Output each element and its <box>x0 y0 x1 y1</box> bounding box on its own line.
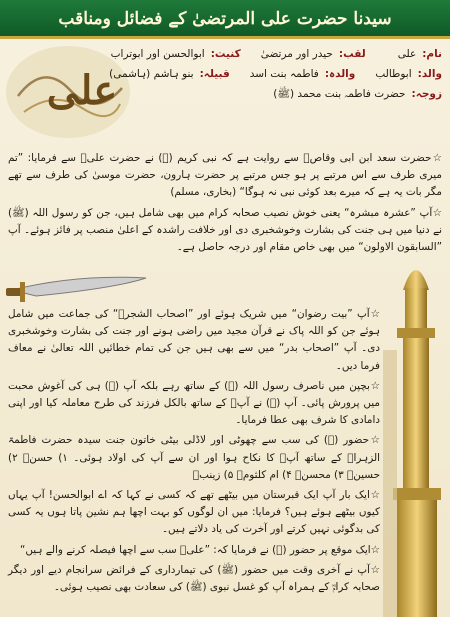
label-tribe: قبیلہ: <box>199 68 230 80</box>
paragraph-3: ☆آپ ”بیت رضوان“ میں شریک ہوئے اور ”اصحاب الشجرؓ“ کی جماعت میں شامل ہوئے جن کو اللہ پاک نے قرآن مجید میں راضی ہونے اور جنت کی بشارت وخوشخبری دی۔ آپ ”اصحاب بدر“ میں سے بھی ہیں جن کی تمام خطائیں اللہ تعالیٰ نے معاف فرما دیں۔ <box>8 308 380 372</box>
value-tribe: بنو ہاشم (ہاشمی) <box>109 68 194 80</box>
label-name: نام: <box>422 48 442 60</box>
paragraph-8: ☆آپ نے آخری وقت میں حضور (ﷺ) کی تیمارداری کے فرائض سرانجام دیے اور دیگر صحابہ کرامؓ کے ہمراہ آپ کو غسل نبوی (ﷺ) کی سعادت بھی نصیب ہوئی۔ <box>8 563 380 594</box>
info-row-3 <box>132 88 442 103</box>
paragraph-5: ☆حضور (ﷺ) کی سب سے چھوٹی اور لاڈلی بیٹی خاتون جنت سیدہ حضرت فاطمۃ الزہراؓ کے ساتھ آپؓ کا نکاح ہوا اور ان سے آپ کی اولاد ہوئی۔ ۱) حسنؓ ۲) حسینؓ ۳) محسنؓ ۴) ام کلثومؓ ۵) زینبؓ <box>8 434 380 481</box>
value-kunyat: ابوالحسن اور ابوتراب <box>110 48 205 60</box>
minaret-illustration <box>383 250 450 617</box>
info-panel <box>109 48 442 111</box>
label-laqab: لقب: <box>338 48 366 60</box>
calligraphy-text: علی <box>46 67 118 114</box>
title-banner <box>0 0 450 39</box>
label-spouse: زوجہ: <box>411 88 442 100</box>
paragraph-1: ☆حضرت سعد ابن ابی وقاصؓ سے روایت ہے کہ نبی کریم (ﷺ) نے حضرت علیؓ سے فرمایا: ”تم میری طرف سے اس مرتبے پر ہو جس مرتبے پر حضرت ہارون، حضرت موسیٰ کی طرف سے تھے مگر بات یہ ہے کہ میرے بعد کوئی نبی نہ ہوگا“ (بخاری، مسلم) <box>8 152 442 199</box>
value-spouse: حضرت فاطمہ بنت محمد (ﷺ) <box>273 88 406 100</box>
value-mother: فاطمہ بنت اسد <box>249 68 319 80</box>
info-row-1 <box>110 48 442 60</box>
paragraph-4: ☆بچپن میں ناصرف رسول اللہ (ﷺ) کے ساتھ رہے بلکہ آپ (ﷺ) ہی کی آغوش محبت میں پرورش پائی۔ آپ (ﷺ) نے آپؓ کے ساتھ بالکل فرزند کی طرح معاملہ کیا اور اپنی دامادی کا شرف بھی عطا فرمایا۔ <box>8 379 380 427</box>
paragraph-7: ☆ایک موقع پر حضور (ﷺ) نے فرمایا کہ: ”علیؓ سب سے اچھا فیصلہ کرنے والے ہیں“ <box>19 543 380 556</box>
page-title: سیدنا حضرت علی المرتضیٰ کے فضائل ومناقب <box>58 8 392 29</box>
label-mother: والدہ: <box>324 68 356 80</box>
content-top <box>8 150 442 259</box>
paragraph-6: ☆ایک بار آپ ایک قبرستان میں بیٹھے تھے کہ کسی نے کہا کہ اے ابوالحسن! آپ یہاں کیوں بیٹھے ہوئے ہیں؟ فرمایا: میں ان لوگوں کو بہت اچھا ہم نشین پاتا ہوں یہ کسی کی بدگوئی نہیں کرتے اور آخرت کی یاد دلاتے ہیں۔ <box>8 489 380 536</box>
value-name: علی <box>397 48 417 60</box>
paragraph-2: ☆آپ ”عشرہ مبشرہ“ یعنی خوش نصیب صحابہ کرام میں بھی شامل ہیں، جن کو رسول اللہ (ﷺ) نے دنیا میں ہی جنت کی بشارت وخوشخبری دی اور خلافت راشدہ کے اعلیٰ منصب پر فائز ہوئے۔ آپ ”السابقون الاولون“ میں بھی خاص مقام اور درجہ حاصل ہے۔ <box>8 206 442 254</box>
value-father: ابوطالب <box>375 68 412 80</box>
info-row-2 <box>109 68 442 80</box>
content-lower <box>8 306 380 599</box>
label-father: والد: <box>417 68 442 80</box>
label-kunyat: کنیت: <box>210 48 241 60</box>
value-laqab: حیدر اور مرتضیٰ <box>260 48 333 60</box>
